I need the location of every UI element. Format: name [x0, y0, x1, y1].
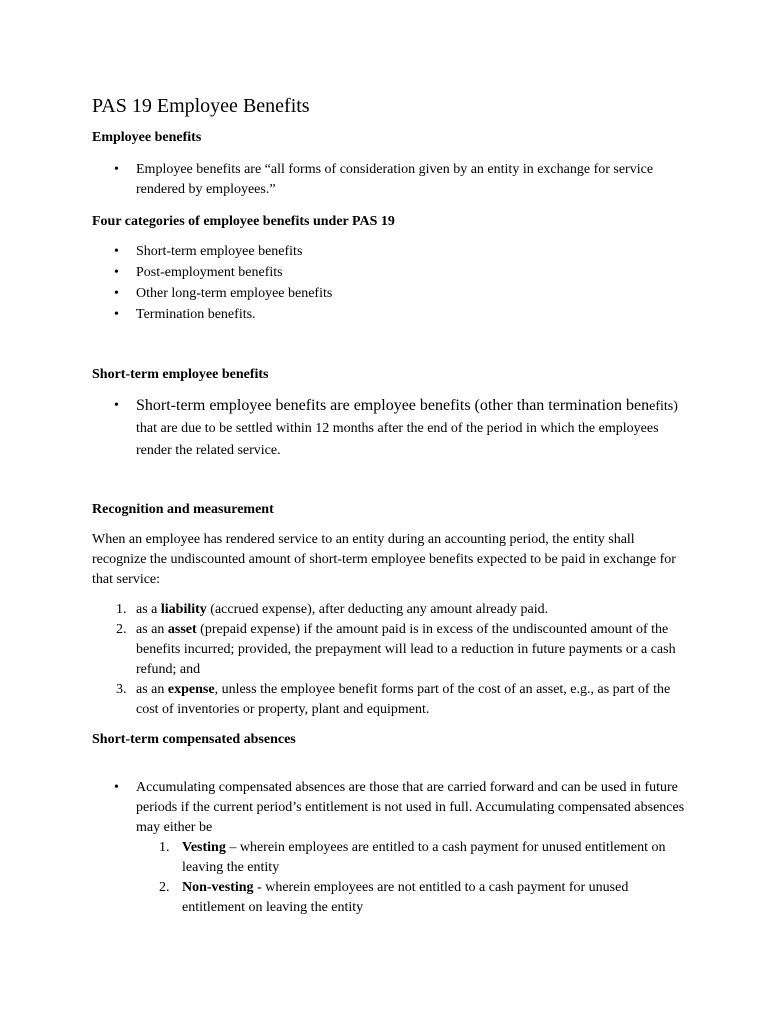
- list-item: [92, 680, 692, 720]
- item-text: as an: [136, 622, 168, 637]
- list-item: • Termination benefits.: [92, 305, 692, 325]
- heading-recognition-measurement: Recognition and measurement: [92, 502, 274, 517]
- item-number: 1.: [116, 602, 127, 617]
- recognition-list: [92, 600, 692, 720]
- item-bold-term: Non-vesting: [182, 880, 254, 895]
- item-number: 2.: [116, 622, 127, 637]
- heading-short-term-benefits: Short-term employee benefits: [92, 367, 269, 382]
- document-page: [92, 94, 692, 918]
- heading-compensated-absences: Short-term compensated absences: [92, 732, 296, 747]
- list-item: • Other long-term employee benefits: [92, 284, 692, 304]
- list-item: [92, 395, 692, 462]
- item-text: as an: [136, 682, 168, 697]
- item-bold-term: Vesting: [182, 840, 226, 855]
- recognition-paragraph: When an employee has rendered service to an entity during an accounting period, the entity shall recognize the undiscounted amount of short-term employee benefits expected to be paid in exchange for that service:: [92, 532, 676, 587]
- short-term-list: [92, 395, 692, 462]
- item-bold-term: expense: [167, 682, 215, 697]
- employee-benefits-list: [92, 160, 692, 200]
- list-item: [92, 838, 692, 878]
- item-text: - wherein employees are not entitled to a cash payment for unused entitlement on leaving the entity: [182, 880, 629, 915]
- item-bold-term: liability: [160, 602, 207, 617]
- item-text: , unless the employee benefit forms part of the cost of an asset, e.g., as part of the cost of inventories or property, plant and equipment.: [136, 682, 671, 717]
- list-item: [92, 600, 692, 620]
- item-text: (prepaid expense) if the amount paid is in excess of the undiscounted amount of the benefits incurred; provided, the prepayment will lead to a reduction in future payments or a cash refund; and: [136, 622, 676, 677]
- bullet-lead-text: Short-term employee benefits are employee benefits (other than termination ben: [136, 397, 650, 414]
- item-bold-term: asset: [167, 622, 197, 637]
- item-text: as a: [136, 602, 161, 617]
- compensated-absences-sublist: [92, 838, 692, 918]
- list-item: • Post-employment benefits: [92, 263, 692, 283]
- list-item: • Employee benefits are “all forms of consideration given by an entity in exchange for service rendered by employees.”: [92, 160, 692, 200]
- categories-list: [92, 242, 692, 325]
- bullet-rest-text: efits) that are due to be settled within 12 months after the end of the period in which the employees render the related service.: [136, 399, 678, 458]
- list-item: [92, 620, 692, 680]
- document-title: PAS 19 Employee Benefits: [92, 95, 310, 117]
- list-item: • Short-term employee benefits: [92, 242, 692, 262]
- item-number: 3.: [116, 682, 127, 697]
- heading-employee-benefits: Employee benefits: [92, 130, 202, 145]
- list-item: • Accumulating compensated absences are those that are carried forward and can be used in future periods if the current period’s entitlement is not used in full. Accumulating compensated absences may either be: [92, 778, 692, 838]
- list-item: [92, 878, 692, 918]
- item-number: 2.: [159, 880, 170, 895]
- item-text: – wherein employees are entitled to a cash payment for unused entitlement on leaving the entity: [182, 840, 666, 875]
- heading-four-categories: Four categories of employee benefits under PAS 19: [92, 214, 395, 229]
- item-text: (accrued expense), after deducting any amount already paid.: [206, 602, 549, 617]
- compensated-absences-list: [92, 778, 692, 838]
- item-number: 1.: [159, 840, 170, 855]
